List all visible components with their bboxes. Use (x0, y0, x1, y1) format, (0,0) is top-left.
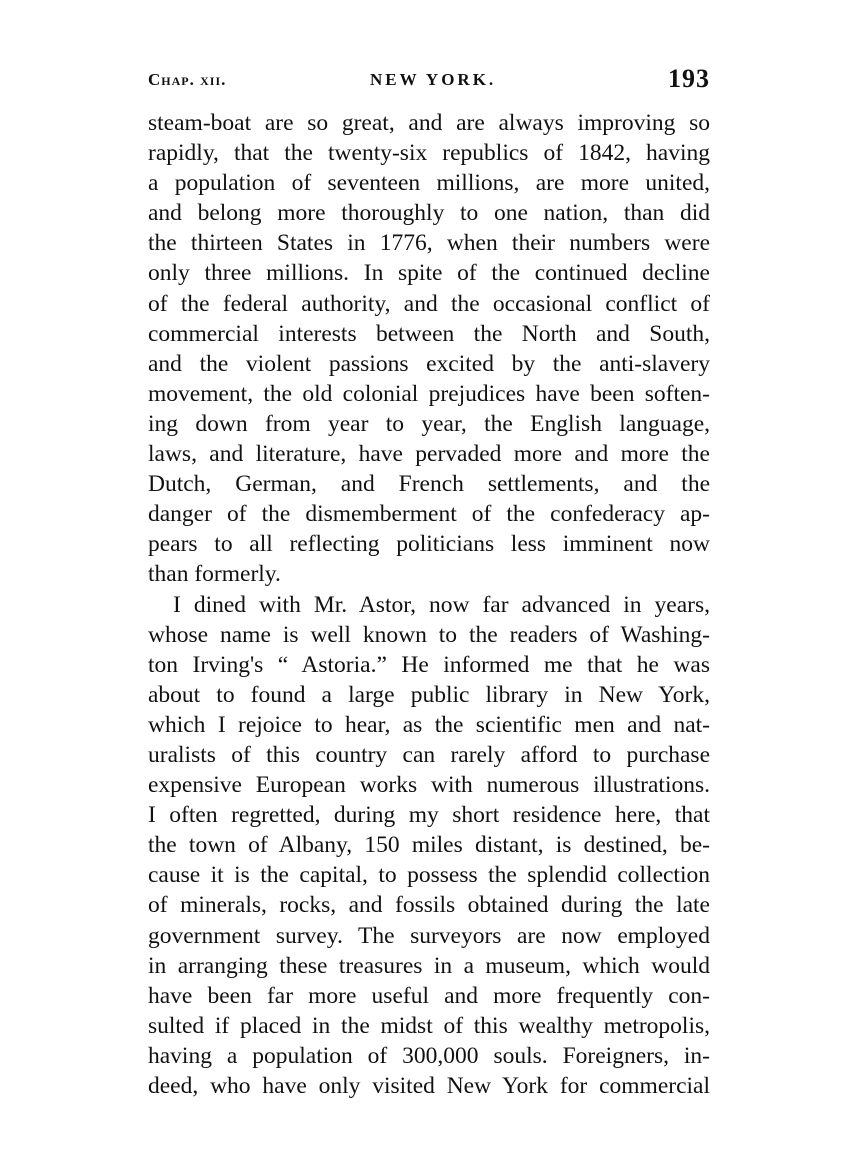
text-line: I often regretted, during my short residence here, that (148, 802, 710, 829)
text-line: which I rejoice to hear, as the scientific men and nat- (148, 711, 710, 738)
text-line: government survey. The surveyors are now employed (148, 922, 710, 949)
text-line: danger of the dismemberment of the confederacy ap- (148, 501, 710, 528)
chapter-label: Chap. xii. (148, 70, 227, 89)
text-line: about to found a large public library in New York, (148, 681, 710, 708)
text-line: rapidly, that the twenty-six republics of 1842, having (148, 140, 710, 167)
running-title: NEW YORK. (370, 70, 497, 89)
text-line: have been far more useful and more frequently con- (148, 982, 710, 1009)
text-line: the town of Albany, 150 miles distant, is destined, be- (148, 832, 710, 859)
text-line: expensive European works with numerous illustrations. (148, 772, 710, 799)
text-line: commercial interests between the North and South, (148, 320, 710, 347)
text-line: Dutch, German, and French settlements, and the (148, 471, 710, 498)
text-line: laws, and literature, have pervaded more and more the (148, 441, 710, 468)
text-line: of minerals, rocks, and fossils obtained during the late (148, 892, 710, 919)
text-line: cause it is the capital, to possess the splendid collection (148, 862, 710, 889)
page-number: 193 (668, 64, 710, 93)
text-line: deed, who have only visited New York for commercial (148, 1073, 710, 1099)
text-line: pears to all reflecting politicians less imminent now (148, 531, 710, 558)
text-line: steam-boat are so great, and are always improving so (148, 110, 710, 136)
text-line: in arranging these treasures in a museum, which would (148, 952, 710, 979)
text-line: uralists of this country can rarely afford to purchase (148, 741, 710, 768)
text-line: than formerly. (148, 561, 281, 588)
body-text (148, 108, 710, 1101)
text-line: sulted if placed in the midst of this wealthy metropolis, (148, 1012, 710, 1039)
text-line: whose name is well known to the readers of Washing- (148, 621, 710, 648)
running-head (148, 64, 710, 96)
text-line: only three millions. In spite of the continued decline (148, 260, 710, 287)
text-line: the thirteen States in 1776, when their numbers were (148, 230, 710, 257)
text-line: a population of seventeen millions, are more united, (148, 170, 710, 197)
text-line: I dined with Mr. Astor, now far advanced in years, (173, 591, 710, 618)
text-line: having a population of 300,000 souls. Foreigners, in- (148, 1042, 710, 1069)
text-line: and belong more thoroughly to one nation, than did (148, 200, 710, 227)
text-line: movement, the old colonial prejudices have been soften- (148, 380, 710, 407)
text-line: and the violent passions excited by the anti-slavery (148, 350, 710, 377)
text-line: of the federal authority, and the occasional conflict of (148, 290, 710, 317)
text-line: ing down from year to year, the English language, (148, 410, 710, 437)
text-line: ton Irving's “ Astoria.” He informed me that he was (148, 651, 710, 678)
